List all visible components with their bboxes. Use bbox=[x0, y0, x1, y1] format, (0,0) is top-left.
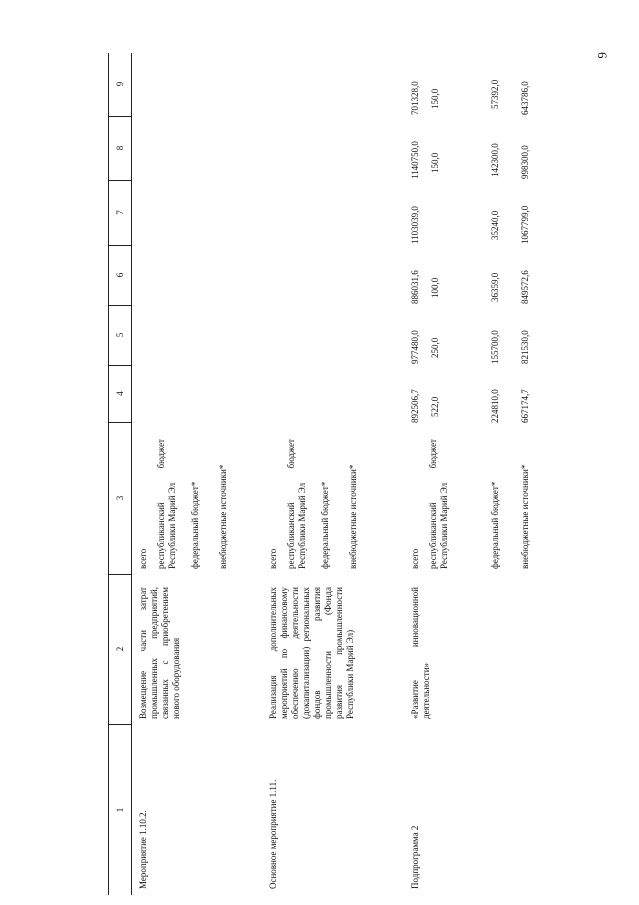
value-cell: 886031,6 bbox=[410, 270, 420, 304]
value-cell: 150,0 bbox=[430, 152, 440, 173]
source-label: всего bbox=[268, 548, 278, 569]
source-label: федеральный бюджет* bbox=[190, 481, 200, 569]
value-cell: 142300,0 bbox=[490, 143, 500, 177]
value-cell: 1140750,0 bbox=[410, 141, 420, 179]
value-cell: 1103039,0 bbox=[410, 206, 420, 244]
col-header-7: 7 bbox=[109, 180, 131, 246]
source-label: всего bbox=[138, 548, 148, 569]
source-label: республиканский бюджет Республики Марий Эл bbox=[156, 439, 177, 569]
value-cell: 36359,0 bbox=[490, 272, 500, 302]
row-name: Возмещение части затрат промышленных предприятий, связанных с приобретением нового оборудования bbox=[138, 587, 181, 719]
value-cell: 1067799,0 bbox=[520, 205, 530, 244]
source-label: всего bbox=[410, 548, 420, 569]
value-cell: 667174,7 bbox=[520, 389, 530, 423]
value-cell: 57392,0 bbox=[490, 79, 500, 109]
value-cell: 150,0 bbox=[430, 88, 440, 109]
value-cell: 643786,0 bbox=[520, 81, 530, 115]
source-label: федеральный бюджет* bbox=[490, 481, 500, 569]
value-cell: 849572,6 bbox=[520, 270, 530, 304]
budget-table bbox=[108, 53, 628, 895]
col-header-8: 8 bbox=[109, 116, 131, 181]
col-header-6: 6 bbox=[109, 245, 131, 306]
value-cell: 155700,0 bbox=[490, 330, 500, 364]
col-header-5: 5 bbox=[109, 305, 131, 366]
source-label: республиканский бюджет Республики Марий Эл bbox=[428, 439, 449, 569]
value-cell: 998300,0 bbox=[520, 145, 530, 179]
source-label: республиканский бюджет Республики Марий Эл bbox=[286, 439, 307, 569]
table-header bbox=[108, 53, 132, 895]
value-cell: 977480,0 bbox=[410, 330, 420, 364]
source-label: внебюджетные источники* bbox=[348, 464, 358, 569]
row-code: Основное мероприятие 1.11. bbox=[268, 779, 278, 889]
source-label: внебюджетные источники* bbox=[520, 464, 530, 569]
table-body bbox=[130, 53, 628, 895]
source-label: внебюджетные источники* bbox=[218, 464, 228, 569]
col-header-9: 9 bbox=[109, 52, 131, 117]
col-header-3: 3 bbox=[109, 422, 131, 575]
col-header-1: 1 bbox=[115, 807, 125, 813]
col-header-2: 2 bbox=[109, 574, 131, 725]
value-cell: 821530,0 bbox=[520, 330, 530, 364]
value-cell: 35240,0 bbox=[490, 210, 500, 240]
value-cell: 522,0 bbox=[430, 396, 440, 417]
row-name: Реализация дополнительных мероприятий по финансовому обеспечению деятельности (докапитализации) региональных фондов развития промышленности (Фонда развития промышленности Республики Марий Эл) bbox=[268, 587, 355, 719]
value-cell: 250,0 bbox=[430, 337, 440, 358]
row-name: «Развитие инновационной деятельности» bbox=[410, 587, 431, 719]
value-cell: 892506,7 bbox=[410, 389, 420, 423]
row-code: Мероприятие 1.10.2. bbox=[138, 810, 148, 889]
source-label: федеральный бюджет* bbox=[320, 481, 330, 569]
page-number: 6 bbox=[595, 52, 610, 59]
col-header-4: 4 bbox=[109, 365, 131, 423]
value-cell: 224810,0 bbox=[490, 389, 500, 423]
value-cell: 100,0 bbox=[430, 277, 440, 298]
value-cell: 701328,0 bbox=[410, 81, 420, 115]
row-code: Подпрограмма 2 bbox=[410, 825, 420, 889]
